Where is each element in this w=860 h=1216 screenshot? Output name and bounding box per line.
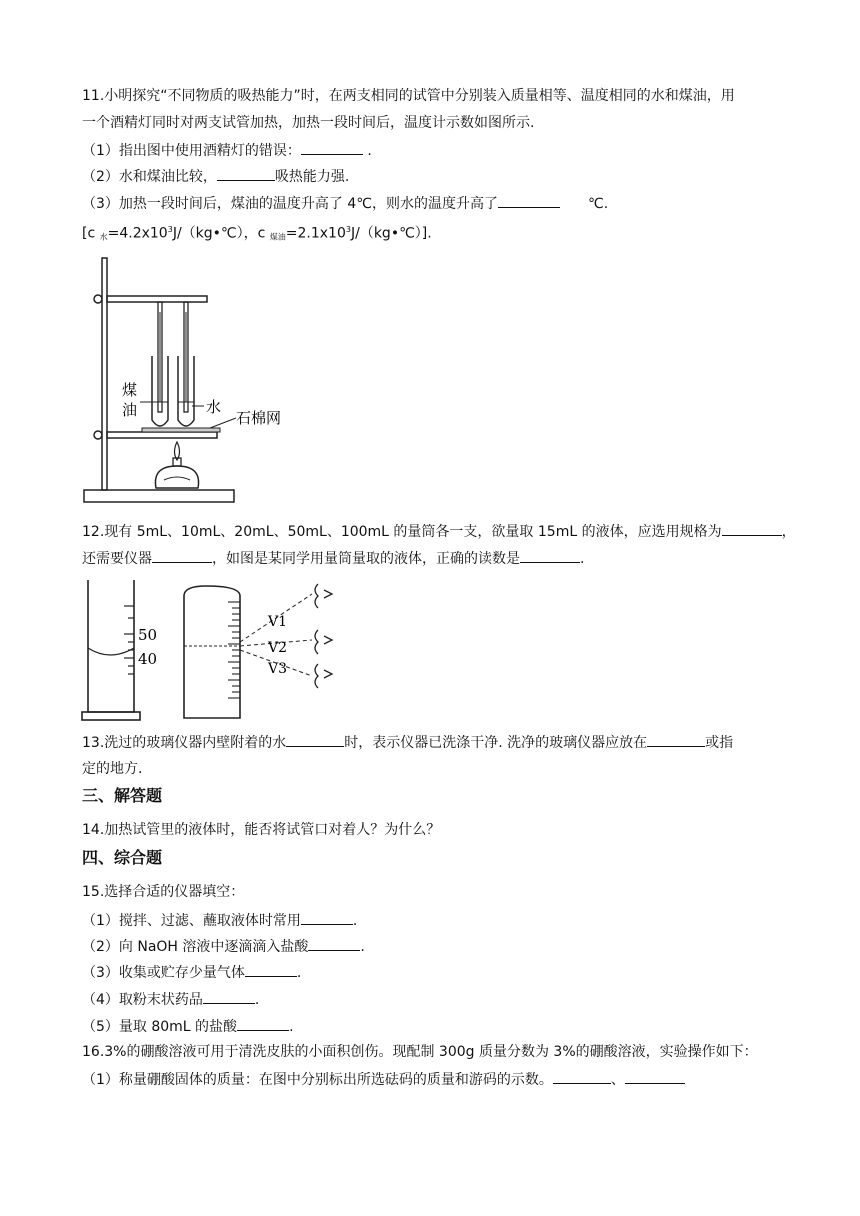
q15-item-1: [82, 910, 357, 931]
formula-text: J/（kg•℃）].: [350, 225, 432, 242]
answer-blank[interactable]: [498, 193, 560, 208]
asbestos-gauze: [142, 428, 220, 432]
eye-icon: [315, 584, 332, 688]
stand-rod: [102, 258, 107, 490]
q15-item-end: .: [289, 1019, 294, 1035]
formula-text: J/（kg•℃），c: [172, 225, 270, 242]
q12-stem-text: 12.现有 5mL、10mL、20mL、50mL、100mL 的量筒各一支，欲量取 15mL 的液体，应选用规格为: [82, 524, 722, 540]
label-gauze: 石棉网: [236, 409, 282, 427]
answer-blank[interactable]: [647, 732, 705, 747]
formula-text: =4.2x10: [107, 225, 168, 242]
answer-blank[interactable]: [237, 1016, 289, 1031]
cylinder-left: [88, 580, 134, 712]
q11-part2: [82, 166, 349, 187]
answer-blank[interactable]: [625, 1069, 685, 1084]
label-v2: V2: [268, 640, 288, 656]
q11-part3: [82, 193, 608, 214]
q15-item-end: .: [352, 913, 358, 929]
q15-stem: 15.选择合适的仪器填空：: [82, 884, 245, 900]
q11-stem-line1: 11.小明探究“不同物质的吸热能力”时，在两支相同的试管中分别装入质量相等、温度相同的水和煤油，用: [82, 88, 735, 104]
q11-part3-end: ℃.: [588, 196, 609, 212]
q12-stem-text: 还需要仪器: [82, 551, 152, 567]
q16-text: 、: [610, 1072, 625, 1088]
q12-stem-line1: [82, 521, 796, 542]
q15-item-end: .: [296, 965, 302, 981]
answer-blank[interactable]: [722, 521, 782, 536]
meniscus: [88, 648, 134, 655]
q13-text: 或指: [705, 735, 734, 751]
q15-item-5: [82, 1016, 294, 1037]
q11-part2-end: 吸热能力强.: [274, 169, 350, 185]
q15-item-3: [82, 962, 301, 983]
label-kerosene-1: 煤: [122, 381, 138, 399]
q16-part1: [82, 1069, 685, 1090]
formula-sup: 3: [167, 225, 173, 234]
q11-part2-text: （2）水和煤油比较，: [82, 169, 217, 185]
graduated-cylinder-figure: [80, 576, 370, 724]
formula-sub-kerosene: 煤油: [269, 232, 286, 242]
q15-item-text: （1）搅拌、过滤、蘸取液体时常用: [82, 913, 301, 929]
q15-item-text: （3）收集或贮存少量气体: [82, 965, 245, 981]
q12-stem-end: .: [580, 551, 585, 567]
answer-blank[interactable]: [301, 140, 363, 155]
q11-part3-text: （3）加热一段时间后，煤油的温度升高了 4℃，则水的温度升高了: [82, 196, 498, 212]
q11-formula: [82, 220, 432, 248]
formula-sub-water: 水: [99, 232, 108, 242]
formula-sup: 3: [345, 225, 351, 234]
q15-item-2: [82, 936, 365, 957]
q12-stem-line2: [82, 548, 584, 569]
q15-item-end: .: [360, 939, 365, 955]
flame: [175, 442, 180, 460]
q12-stem-end: ，: [781, 524, 796, 540]
label-v1: V1: [268, 614, 288, 630]
heating-apparatus-figure: [80, 252, 320, 508]
q15-item-text: （5）量取 80mL 的盐酸: [82, 1019, 238, 1035]
answer-blank[interactable]: [308, 936, 360, 951]
tick-50: 50: [138, 626, 158, 644]
q11-part1-text: （1）指出图中使用酒精灯的错误：: [82, 143, 301, 159]
q15-item-text: （4）取粉末状药品: [82, 992, 203, 1008]
q11-stem-line2: 一个酒精灯同时对两支试管加热，加热一段时间后，温度计示数如图所示.: [82, 115, 535, 131]
section-heading-3: 三、解答题: [82, 786, 163, 805]
answer-blank[interactable]: [301, 910, 353, 925]
answer-blank[interactable]: [520, 548, 580, 563]
tick-40: 40: [138, 650, 158, 668]
upper-clamp: [107, 296, 207, 302]
q16-text: （1）称量硼酸固体的质量：在图中分别标出所选砝码的质量和游码的示数。: [82, 1072, 553, 1088]
label-water: 水: [206, 398, 222, 416]
answer-blank[interactable]: [217, 166, 275, 181]
q16-stem: 16.3%的硼酸溶液可用于清洗皮肤的小面积创伤。现配制 300g 质量分数为 3%的硼酸溶液，实验操作如下：: [82, 1044, 758, 1060]
q13-line1: [82, 732, 733, 753]
formula-text: [c: [82, 225, 100, 242]
label-v3: V3: [268, 661, 288, 677]
q14: 14.加热试管里的液体时，能否将试管口对着人？为什么？: [82, 822, 441, 838]
answer-blank[interactable]: [245, 962, 297, 977]
q15-item-text: （2）向 NaOH 溶液中逐滴滴入盐酸: [82, 939, 309, 955]
stand-base: [84, 490, 234, 502]
q13-line2: 定的地方.: [82, 761, 143, 777]
q15-item-end: .: [254, 992, 260, 1008]
answer-blank[interactable]: [152, 548, 212, 563]
q11-part1-end: .: [367, 143, 372, 159]
q11-part1: [82, 140, 372, 161]
q13-text: 13.洗过的玻璃仪器内壁附着的水: [82, 735, 287, 751]
formula-text: =2.1x10: [285, 225, 346, 242]
answer-blank[interactable]: [286, 732, 344, 747]
q13-text: 时，表示仪器已洗涤干净. 洗净的玻璃仪器应放在: [344, 735, 648, 751]
answer-blank[interactable]: [553, 1069, 611, 1084]
section-heading-4: 四、综合题: [82, 848, 163, 867]
q15-item-4: [82, 989, 259, 1010]
label-kerosene-2: 油: [122, 401, 138, 419]
q12-stem-text: ，如图是某同学用量筒量取的液体，正确的读数是: [212, 551, 520, 567]
answer-blank[interactable]: [203, 989, 255, 1004]
ring-clamp: [107, 432, 217, 438]
